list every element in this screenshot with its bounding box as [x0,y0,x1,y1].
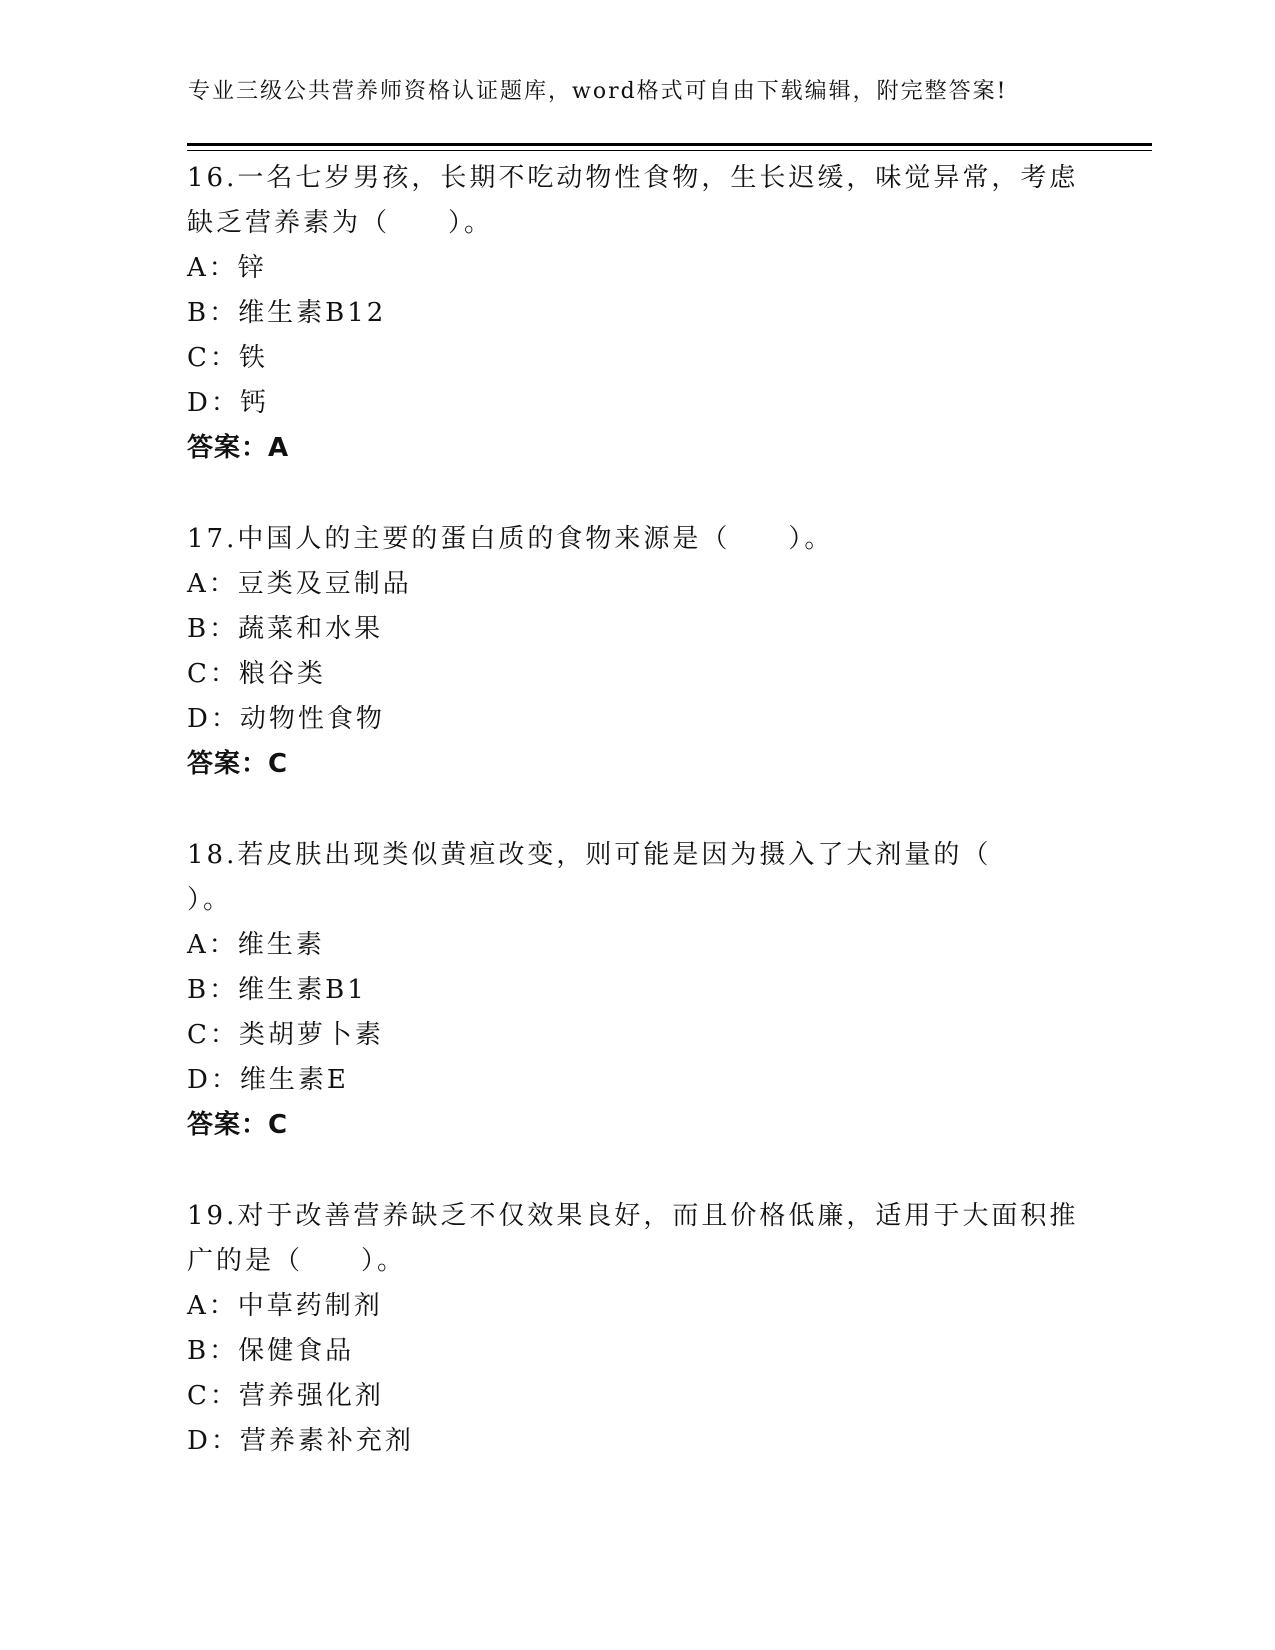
header-rule-thin [187,150,1152,151]
question-18 [187,833,1087,1148]
option-a: A：锌 [187,253,267,283]
question-17 [187,517,1087,787]
header-rule-thick [187,143,1152,146]
answer-label: 答案：C [187,1110,289,1140]
option-c: C：类胡萝卜素 [187,1020,384,1050]
option-b: B：保健食品 [187,1336,355,1366]
answer-label: 答案：C [187,749,289,779]
option-b: B：维生素B1 [187,975,367,1005]
page-header: 专业三级公共营养师资格认证题库，word格式可自由下载编辑，附完整答案! [188,79,1008,104]
question-stem: 19.对于改善营养缺乏不仅效果良好，而且价格低廉，适用于大面积推广的是（ ）。 [187,1201,1079,1276]
question-list [187,156,1087,1510]
option-b: B：蔬菜和水果 [187,614,384,644]
question-16 [187,156,1087,471]
option-d: D：营养素补充剂 [187,1426,414,1456]
option-d: D：动物性食物 [187,704,385,734]
option-a: A：豆类及豆制品 [187,569,412,599]
option-a: A：维生素 [187,930,325,960]
answer-label: 答案：A [187,433,290,463]
option-c: C：营养强化剂 [187,1381,384,1411]
question-stem: 18.若皮肤出现类似黄疸改变，则可能是因为摄入了大剂量的（ ）。 [187,840,1050,915]
option-d: D：维生素E [187,1065,349,1095]
option-d: D：钙 [187,388,269,418]
option-c: C：粮谷类 [187,659,326,689]
question-stem: 16.一名七岁男孩，长期不吃动物性食物，生长迟缓，味觉异常，考虑缺乏营养素为（ ）。 [187,163,1079,238]
question-stem: 17.中国人的主要的蛋白质的食物来源是（ ）。 [187,524,834,554]
option-b: B：维生素B12 [187,298,387,328]
option-c: C：铁 [187,343,268,373]
question-19 [187,1194,1087,1464]
option-a: A：中草药制剂 [187,1291,383,1321]
